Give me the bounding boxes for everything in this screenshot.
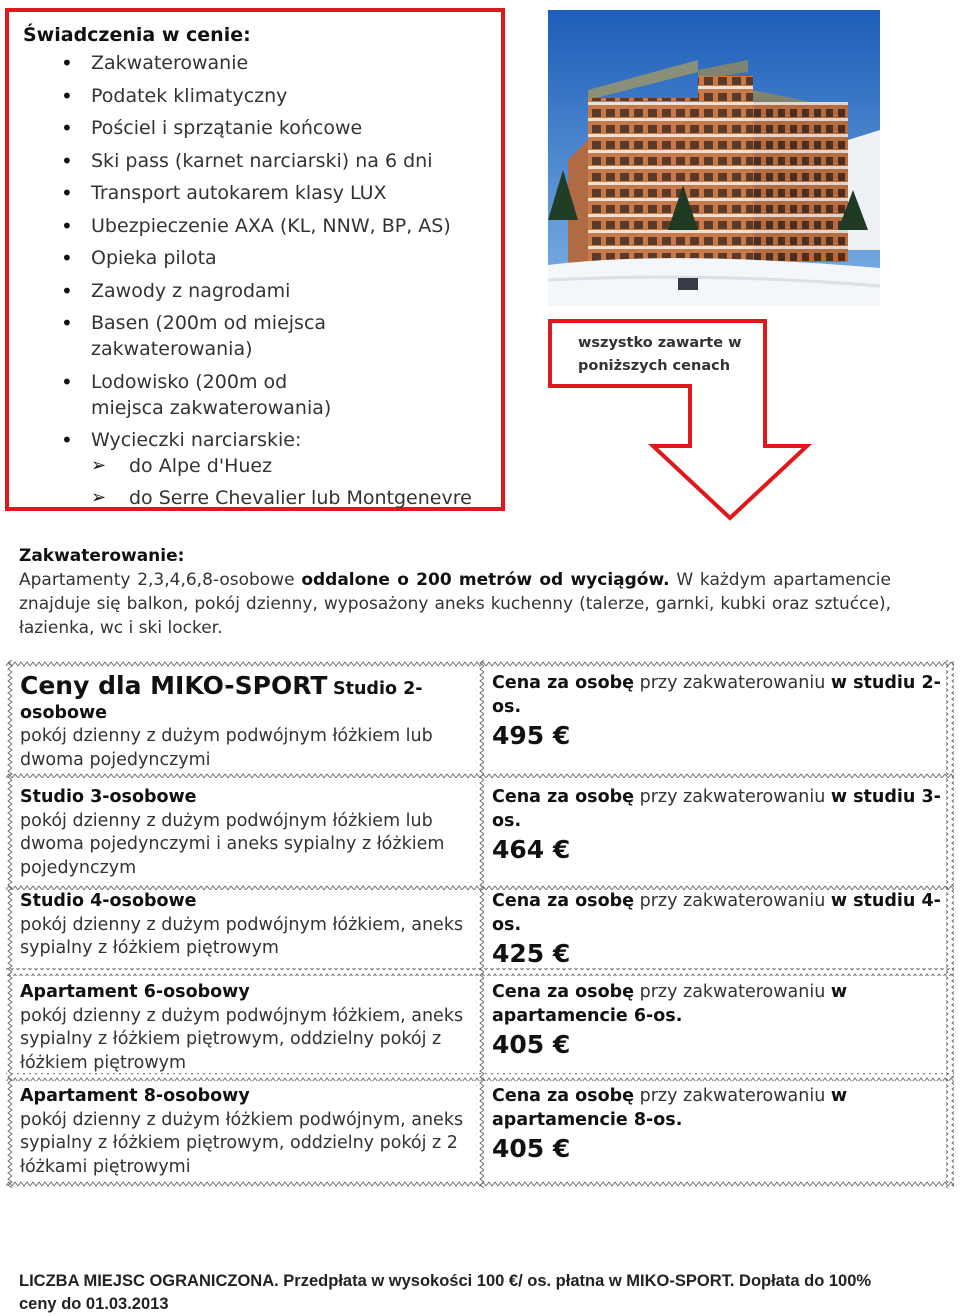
room-desc: pokój dzienny z dużym podwójnym łóżkiem lub dwoma pojedynczymi i aneks sypialny z łóżkiem pojedynczym	[20, 810, 445, 878]
room-name: Apartament 8-osobowy	[20, 1086, 250, 1106]
room-cell	[20, 890, 470, 961]
benefit-item: • Ubezpieczenie AXA (KL, NNW, BP, AS)	[23, 213, 503, 239]
price-label: przy zakwaterowaniu	[634, 787, 831, 807]
room-name: Studio 3-osobowe	[20, 787, 197, 807]
price-value: 405 €	[492, 1134, 571, 1163]
room-cell	[20, 1085, 470, 1179]
room-name: Studio 4-osobowe	[20, 891, 197, 911]
price-cell	[492, 1085, 892, 1166]
room-desc: pokój dzienny z dużym podwójnym łóżkiem lub dwoma pojedynczymi	[20, 726, 433, 770]
price-value: 405 €	[492, 1030, 571, 1059]
price-label-bold: Cena za osobę	[492, 982, 635, 1002]
price-cell	[492, 786, 942, 867]
price-label: przy zakwaterowaniu	[634, 673, 831, 693]
benefits-list	[23, 50, 503, 517]
room-cell	[20, 981, 470, 1075]
room-name: Apartament 6-osobowy	[20, 982, 250, 1002]
benefit-trips-label: Wycieczki narciarskie:	[91, 429, 302, 451]
benefit-item: • Basen (200m od miejsca zakwaterowania)	[23, 310, 361, 362]
price-target: w apartamencie 6-os.	[492, 982, 848, 1026]
arrow-text-line2: poniższych cenach	[578, 358, 731, 374]
arrow-text-line1: wszystko zawarte w	[578, 335, 742, 351]
accommodation-section	[19, 544, 891, 640]
included-arrow	[545, 316, 815, 524]
room-cell	[20, 671, 470, 772]
room-desc: pokój dzienny z dużym podwójnym łóżkiem, aneks sypialny z łóżkiem piętrowym, oddzielny pokój z łóżkiem piętrowym	[20, 1005, 464, 1073]
price-label: przy zakwaterowaniu	[634, 891, 831, 911]
price-label-bold: Cena za osobę	[492, 1086, 635, 1106]
hotel-photo	[548, 10, 880, 306]
benefit-item: • Lodowisko (200m od miejsca zakwaterowania)	[23, 369, 361, 421]
accommodation-text-b: W każdym apartamencie znajduje się balkon, pokój dzienny, wyposażony aneks kuchenny (talerze, garnki, kubki oraz sztućce), łazienka, wc i ski locker.	[19, 570, 891, 638]
benefits-title: Świadczenia w cenie:	[23, 24, 251, 46]
price-cell	[492, 672, 942, 753]
room-desc: pokój dzienny z dużym łóżkiem podwójnym, aneks sypialny z łóżkiem piętrowym, oddzielny pokój z 2 łóżkami piętrowymi	[20, 1109, 464, 1177]
room-desc: pokój dzienny z dużym podwójnym łóżkiem, aneks sypialny z łóżkiem piętrowym	[20, 914, 464, 958]
price-table	[6, 660, 954, 1190]
price-target: w apartamencie 8-os.	[492, 1086, 848, 1130]
room-name: Studio 2-osobowe	[20, 679, 423, 723]
footer-note: LICZBA MIEJSC OGRANICZONA. Przedpłata w wysokości 100 €/ os. płatna w MIKO-SPORT. Dopłata do 100% ceny do 01.03.2013	[19, 1272, 872, 1313]
price-cell	[492, 890, 942, 971]
benefit-item: • Pościel i sprzątanie końcowe	[23, 115, 503, 141]
benefit-item: • Zakwaterowanie	[23, 50, 503, 76]
price-target: w studiu 2-os.	[492, 673, 941, 717]
room-cell	[20, 786, 470, 880]
price-label-bold: Cena za osobę	[492, 891, 635, 911]
price-value: 425 €	[492, 939, 571, 968]
price-value: 464 €	[492, 835, 571, 864]
price-value: 495 €	[492, 721, 571, 750]
accommodation-text-a: Apartamenty 2,3,4,6,8-osobowe	[19, 570, 302, 590]
trip-item: ➢ do Alpe d'Huez	[91, 453, 503, 479]
benefit-item: • Ski pass (karnet narciarski) na 6 dni	[23, 148, 503, 174]
price-label: przy zakwaterowaniu	[634, 982, 831, 1002]
benefits-box	[5, 8, 505, 511]
prices-title: Ceny dla MIKO-SPORT	[20, 671, 328, 700]
price-cell	[492, 981, 892, 1062]
benefit-item: • Podatek klimatyczny	[23, 83, 503, 109]
accommodation-text	[19, 568, 891, 640]
price-label-bold: Cena za osobę	[492, 787, 635, 807]
benefit-item	[23, 427, 503, 511]
accommodation-heading: Zakwaterowanie:	[19, 546, 185, 566]
price-target: w studiu 4-os.	[492, 891, 941, 935]
trips-sublist	[91, 453, 503, 511]
price-label-bold: Cena za osobę	[492, 673, 635, 693]
trip-item: ➢ do Serre Chevalier lub Montgenevre	[91, 485, 503, 511]
benefit-item: • Transport autokarem klasy LUX	[23, 180, 503, 206]
price-label: przy zakwaterowaniu	[634, 1086, 831, 1106]
price-target: w studiu 3-os.	[492, 787, 941, 831]
benefit-item: • Opieka pilota	[23, 245, 503, 271]
accommodation-text-bold: oddalone o 200 metrów od wyciągów.	[301, 570, 670, 590]
benefit-item: • Zawody z nagrodami	[23, 278, 503, 304]
